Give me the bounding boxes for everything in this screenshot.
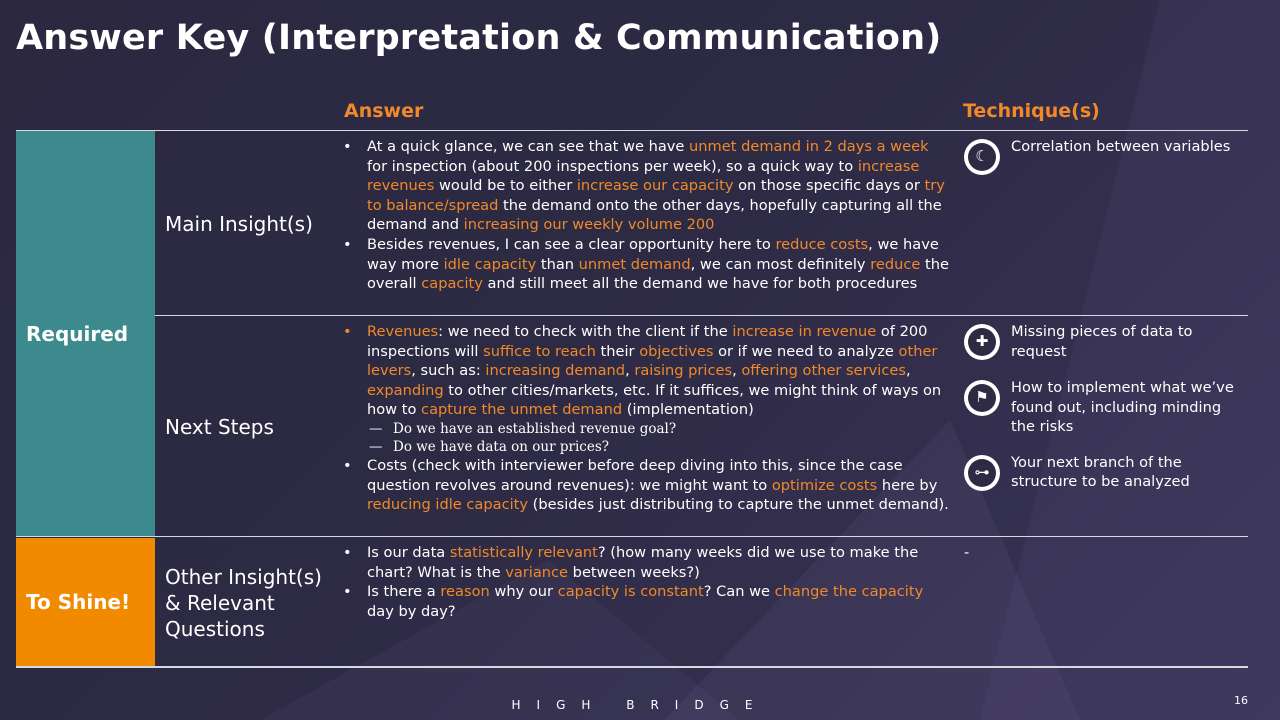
list-item: • At a quick glance, we can see that we have unmet demand in 2 days a week for inspection (about 200 inspections per week), so a quick way to increase revenues would be to either increase our capacity on those specific days or try to balance/spread the demand onto the other days, hopefully capturing all the demand and increasing our weekly volume 200: [343, 138, 945, 234]
row-label-next-steps: Next Steps: [165, 415, 274, 439]
technique-item: ☾ Correlation between variables: [964, 137, 1244, 177]
tree-icon: ⊶: [964, 455, 1000, 491]
list-item: • Costs (check with interviewer before deep diving into this, since the case question revolves around revenues): we might want to optimize costs here by reducing idle capacity (besides just distributing to capture the unmet demand).: [343, 456, 949, 514]
technique-item: ⚑ How to implement what we’ve found out, including minding the risks: [964, 378, 1244, 437]
other-insights-techniques: -: [964, 544, 970, 561]
next-steps-techniques: [964, 322, 1244, 493]
technique-item: ✚ Missing pieces of data to request: [964, 322, 1244, 362]
techniques-column-header: Technique(s): [963, 100, 1100, 122]
category-required: Required: [16, 131, 155, 536]
correlation-icon: ☾: [964, 139, 1000, 175]
footer-brand: HIGH BRIDGE: [511, 698, 769, 712]
puzzle-icon: ✚: [964, 324, 1000, 360]
divider: [16, 315, 1248, 316]
list-item: • Revenues: we need to check with the client if the increase in revenue of 200 inspections will suffice to reach their objectives or if we need to analyze other levers, such as: increasing demand, raising prices, offering other services, expanding to other cities/markets, etc. If it suffices, we might think of ways on how to capture the unmet demand (implementation): [343, 323, 942, 419]
main-insights-answer: [340, 137, 950, 294]
category-to-shine: To Shine!: [16, 538, 155, 666]
list-item: • Is our data statistically relevant? (how many weeks did we use to make the chart? What is the variance between weeks?): [343, 544, 919, 581]
divider: [16, 536, 1248, 537]
next-steps-answer: [340, 322, 950, 515]
implement-icon: ⚑: [964, 380, 1000, 416]
page-title: Answer Key (Interpretation & Communication): [16, 18, 942, 58]
list-item: — Do we have an established revenue goal?: [369, 420, 677, 437]
other-insights-answer: [340, 543, 950, 621]
main-insights-techniques: [964, 137, 1244, 177]
list-item: • Besides revenues, I can see a clear opportunity here to reduce costs, we have way more idle capacity than unmet demand, we can most definitely reduce the overall capacity and still meet all the demand we have for both procedures: [343, 235, 949, 293]
technique-item: ⊶ Your next branch of the structure to be analyzed: [964, 453, 1244, 493]
row-label-other-insights: Other Insight(s) & Relevant Questions: [165, 565, 322, 641]
row-label-main-insights: Main Insight(s): [165, 212, 313, 236]
list-item: — Do we have data on our prices?: [369, 438, 609, 455]
divider: [16, 666, 1248, 668]
page-number: 16: [1234, 694, 1248, 707]
answer-column-header: Answer: [344, 100, 424, 122]
list-item: • Is there a reason why our capacity is constant? Can we change the capacity day by day?: [343, 583, 924, 620]
divider: [16, 130, 1248, 131]
